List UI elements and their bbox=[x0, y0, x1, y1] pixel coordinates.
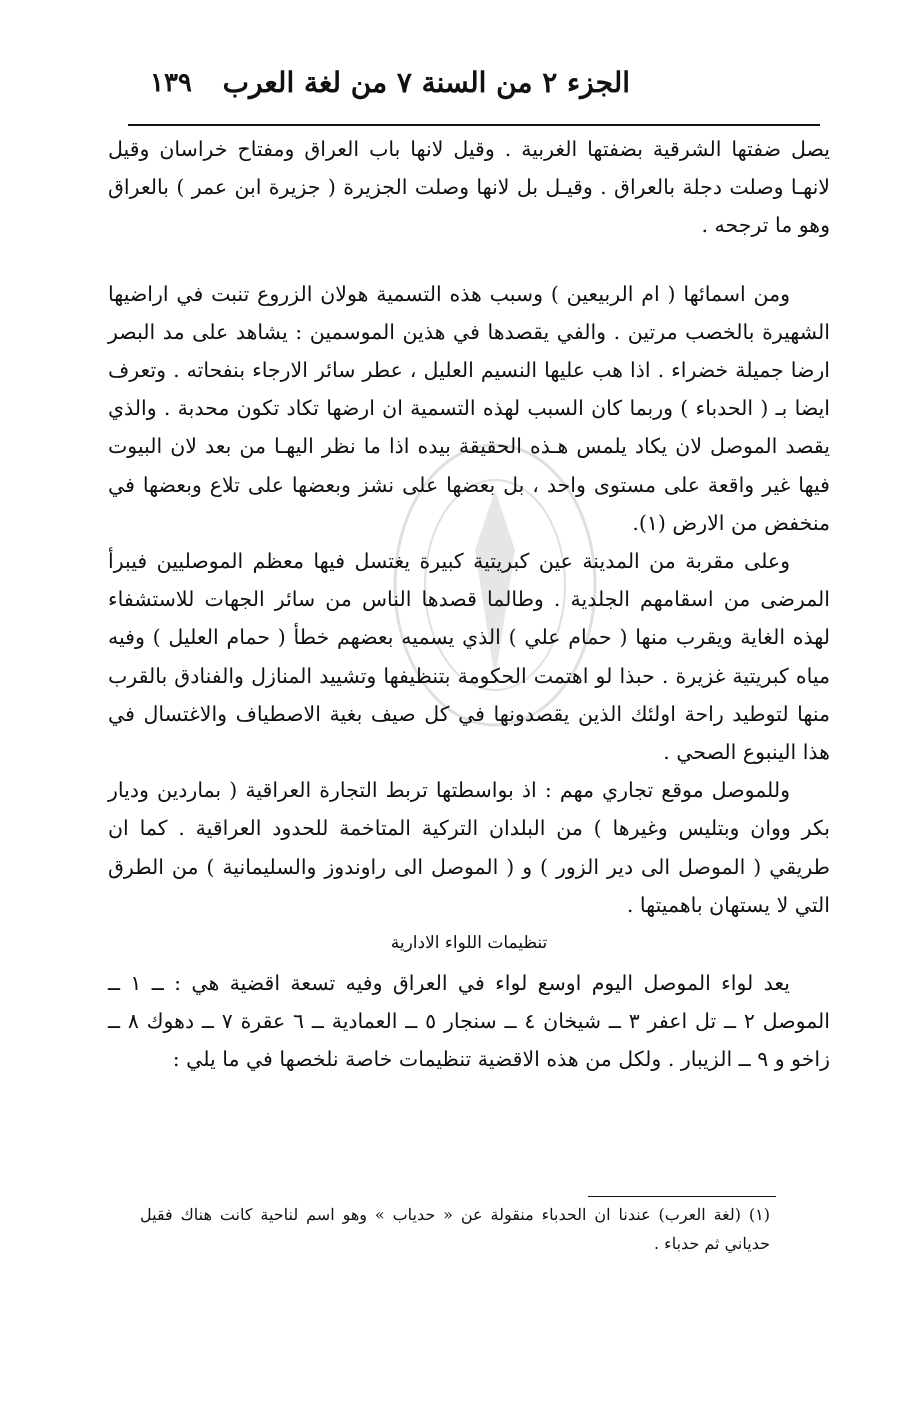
section-heading: تنظيمات اللواء الادارية bbox=[390, 933, 548, 954]
running-title: الجزء ٢ من السنة ٧ من لغة العرب bbox=[222, 66, 630, 99]
paragraph-2: ومن اسمائها ( ام الربيعين ) وسبب هذه التسمية هولان الزروع تنبت في اراضيها الشهيرة بالخصب مرتين . والفي يقصدها في هذين الموسمين : يشاهد على مد البصر ارضا جميلة خضراء . اذا هب عليها النسيم العليل ، عطر سائر الارجاء بنفحاته . وتعرف ايضا بـ ( الحدباء ) وربما كان السبب لهذه التسمية ان ارضها تكاد تكون محدبة . والذي يقصد الموصل لان يكاد يلمس هـذه الحقيقة بيده اذا ما نظر اليهـا من بعد لان البيوت فيها غير واقعة على مستوى واحد ، بل بعضها على نشز وبعضها على تلاع وبعضها في منخفض من الارض (١). bbox=[108, 281, 831, 535]
paragraph-3: وعلى مقربة من المدينة عين كبريتية كبيرة يغتسل فيها معظم الموصليين فيبرأ المرضى من اسقامهم الجلدية . وطالما قصدها الناس من سائر الجهات للاستشفاء لهذه الغاية ويقرب منها ( حمام علي ) الذي يسميه بعضهم خطأ ( حمام العليل ) وفيه مياه كبريتية غزيرة . حبذا لو اهتمت الحكومة بتنظيفها وتشييد المنازل والفنادق بالقرب منها لتوطيد راحة اولئك الذين يقصدونها في كل صيف بغية الاصطياف والاغتسال في هذا الينبوع الصحي . bbox=[108, 549, 830, 765]
paragraph-4: وللموصل موقع تجاري مهم : اذ بواسطتها تربط التجارة العراقية ( بماردين وديار بكر ووان وبتليس وغيرها ) من البلدان التركية المتاخمة للحدود العراقية . كما ان طريقي ( الموصل الى دير الزور ) و ( الموصل الى راوندوز والسليمانية ) من الطرق التي لا يستهان باهميتها . bbox=[108, 778, 830, 917]
page-header bbox=[150, 66, 630, 110]
page-number: ١٣٩ bbox=[150, 68, 192, 98]
header-rule bbox=[128, 124, 820, 126]
paragraph-1: يصل ضفتها الشرقية بضفتها الغربية . وقيل لانها باب العراق ومفتاح خراسان وقيل لانهـا وصلت دجلة بالعراق . وقيـل بل لانها وصلت الجزيرة ( جزيرة ابن عمر ) بالعراق وهو ما ترجحه . bbox=[108, 137, 830, 238]
footnote: (١) (لغة العرب) عندنا ان الحدباء منقولة عن « حدياب » وهو اسم لناحية كانت هناك فقيل حدياني ثم حدباء . bbox=[140, 1205, 770, 1253]
section-paragraph: يعد لواء الموصل اليوم اوسع لواء في العراق وفيه تسعة اقضية هي : ــ ١ ــ الموصل ٢ ــ تل اعفر ٣ ــ شيخان ٤ ــ سنجار ٥ ــ العمادية ــ ٦ عقرة ٧ ــ دهوك ٨ ــ زاخو و ٩ ــ الزيبار . ولكل من هذه الاقضية تنظيمات خاصة نلخصها في ما يلي : bbox=[108, 971, 830, 1072]
footnote-rule bbox=[588, 1196, 776, 1197]
main-text bbox=[108, 130, 830, 1079]
